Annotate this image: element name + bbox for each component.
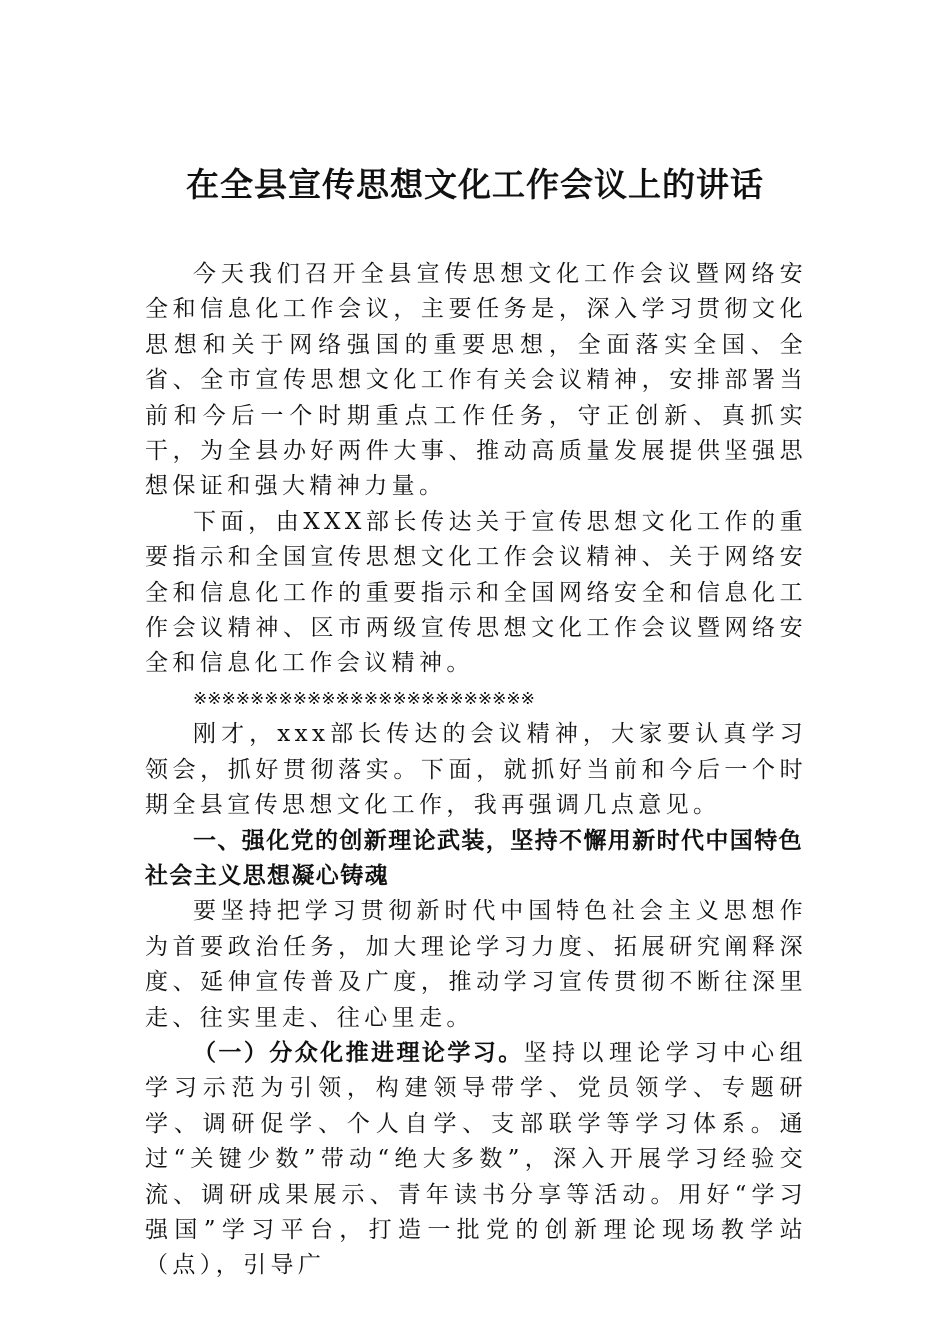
- section-heading-1: 一、强化党的创新理论武装，坚持不懈用新时代中国特色社会主义思想凝心铸魂: [145, 827, 803, 889]
- section-separator: ※※※※※※※※※※※※※※※※※※※※※※※※: [193, 688, 535, 709]
- subsection-1-body: 坚持以理论学习中心组学习示范为引领，构建领导带学、党员领学、专题研学、调研促学、个人自学、支部联学等学习体系。通过“关键少数”带动“绝大多数”，深入开展学习经验交流、调研成果展示、青年读书分享等活动。用好“学习强国”学习平台，打造一批党的创新理论现场教学站（点），引导广: [145, 1039, 807, 1279]
- paragraph-opening: 今天我们召开全县宣传思想文化工作会议暨网络安全和信息化工作会议，主要任务是，深入学习贯彻文化思想和关于网络强国的重要思想，全面落实全国、全省、全市宣传思想文化工作有关会议精神，安排部署当前和今后一个时期重点工作任务，守正创新、真抓实干，为全县办好两件大事、推动高质量发展提供坚强思想保证和强大精神力量。: [145, 261, 807, 500]
- paragraph-section-1-intro: 要坚持把学习贯彻新时代中国特色社会主义思想作为首要政治任务，加大理论学习力度、拓展研究阐释深度、延伸宣传普及广度，推动学习宣传贯彻不断往深里走、往实里走、往心里走。: [145, 898, 807, 1031]
- paragraph-subsection-1: [145, 1036, 807, 1284]
- paragraph-transmission: 下面，由XXX部长传达关于宣传思想文化工作的重要指示和全国宣传思想文化工作会议精神、关于网络安全和信息化工作的重要指示和全国网络安全和信息化工作会议精神、区市两级宣传思想文化工作会议暨网络安全和信息化工作会议精神。: [145, 508, 807, 677]
- subsection-1-lead: （一）分众化推进理论学习。: [193, 1039, 524, 1066]
- paragraph-transition: 刚才，xxx部长传达的会议精神，大家要认真学习领会，抓好贯彻落实。下面，就抓好当前和今后一个时期全县宣传思想文化工作，我再强调几点意见。: [145, 721, 807, 819]
- document-body: [145, 226, 807, 1284]
- document-title: 在全县宣传思想文化工作会议上的讲话: [186, 165, 764, 204]
